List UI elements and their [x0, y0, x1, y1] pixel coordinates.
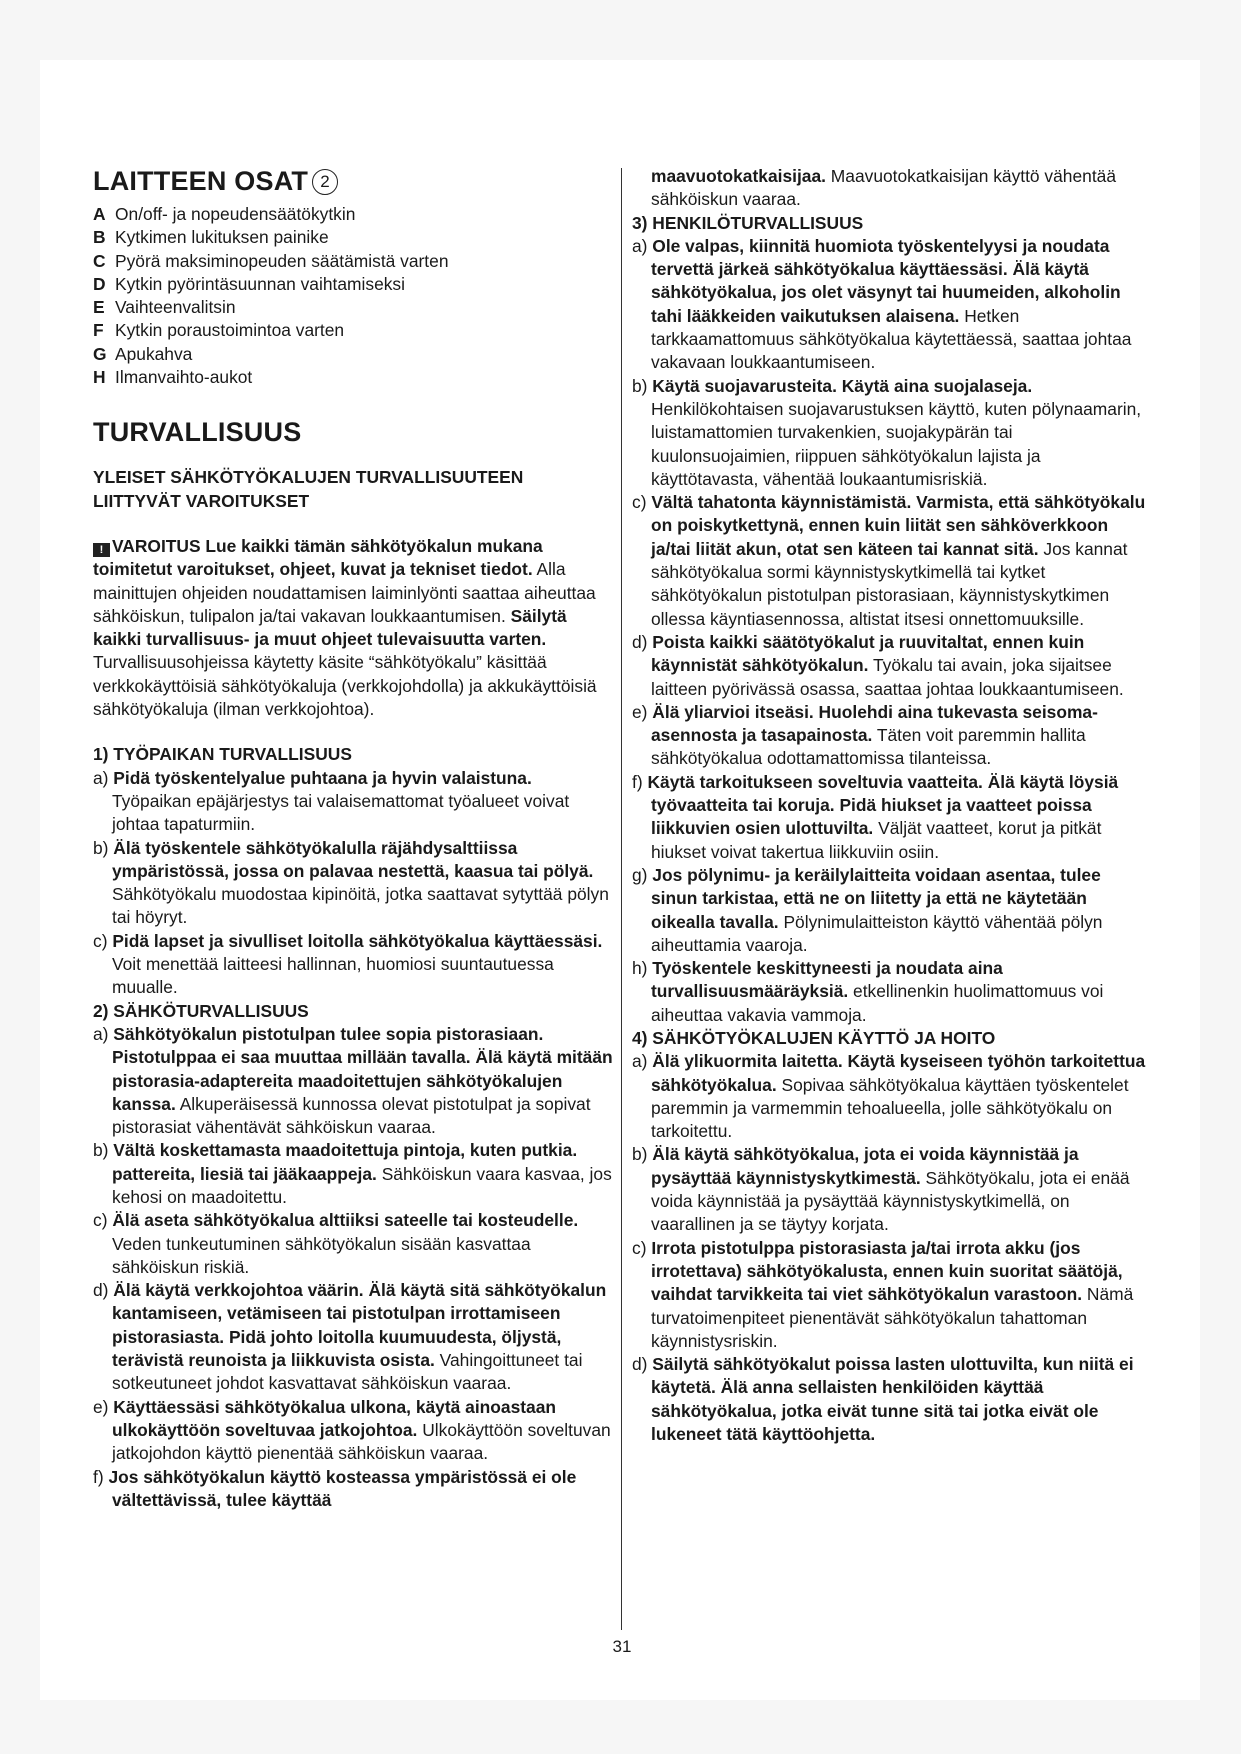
- list-item: b) Vältä koskettamasta maadoitettuja pintoja, kuten putkia. pattereita, liesiä tai jääkaappeja. Sähköiskun vaara kasvaa, jos kehosi on maadoitettu.: [93, 1140, 612, 1207]
- list-item: g) Jos pölynimu- ja keräilylaitteita voidaan asentaa, tulee sinun tarkistaa, että ne on liitetty ja että ne käytetään oikealla tavalla. Pölynimulaitteiston käyttö vähentää pölyn aiheuttamia vaaroja.: [632, 864, 1103, 955]
- list-item: b) Älä työskentele sähkötyökalulla räjähdysalttiissa ympäristössä, jossa on palavaa nestettä, kaasua tai pölyä. Sähkötyökalu muodostaa kipinöitä, jotka saattavat sytyttää pölyn tai höyryt.: [93, 837, 609, 928]
- parts-list: [93, 203, 613, 389]
- section-1-heading: 1) TYÖPAIKAN TURVALLISUUS: [93, 744, 352, 765]
- list-item: a) Ole valpas, kiinnitä huomiota työskentelyysi ja noudata tervettä järkeä sähkötyökalua käyttäessäsi. Älä käytä sähkötyökalua, jos olet väsynyt tai huumeiden, alkoholin tahi lääkkeiden vaikutuksen alaisena. Hetken tarkkaamattomuus sähkötyökalua käytettäessä, saattaa johtaa vakavaan loukkaantumiseen.: [632, 235, 1132, 373]
- safety-heading: TURVALLISUUS: [93, 417, 302, 448]
- warning-paragraph: ! VAROITUS Lue kaikki tämän sähkötyökalun mukana toimitetut varoitukset, ohjeet, kuvat ja tekniset tiedot. Alla mainittujen ohjeiden noudattamisen laiminlyönti saattaa aiheuttaa sähköiskun, tulipalon ja/tai vakavan loukkaantumisen. Säilytä kaikki turvallisuus- ja muut ohjeet tulevaisuutta varten. Turvallisuusohjeissa käytetty käsite “sähkötyökalu” käsittää verkkokäyttöisiä sähkötyökaluja (verkkojohdolla) ja akkukäyttöisiä sähkötyökaluja (ilman verkkojohtoa).: [93, 535, 597, 720]
- part-item: H Ilmanvaihto-aukot: [93, 367, 253, 388]
- part-item: C Pyörä maksiminopeuden säätämistä varten: [93, 250, 449, 271]
- general-warnings-heading: YLEISET SÄHKÖTYÖKALUJEN TURVALLISUUTEEN LIITTYVÄT VAROITUKSET: [93, 467, 524, 511]
- list-item: c) Irrota pistotulppa pistorasiasta ja/tai irrota akku (jos irrotettava) sähkötyökalusta, ennen kuin suoritat säätöjä, vaihdat tarvikkeita tai viet sähkötyökalun varastoon. Nämä turvatoimenpiteet pienentävät sähkötyökalun tahattoman käynnistysriskin.: [632, 1237, 1134, 1351]
- list-item: c) Pidä lapset ja sivulliset loitolla sähkötyökalua käyttäessäsi. Voit menettää laitteesi hallinnan, huomiosi suuntautuessa muualle.: [93, 930, 603, 998]
- list-item: a) Pidä työskentelyalue puhtaana ja hyvin valaistuna. Työpaikan epäjärjestys tai valaisemattomat työalueet voivat johtaa tapaturmiin.: [93, 767, 570, 835]
- part-item: B Kytkimen lukituksen painike: [93, 227, 329, 248]
- list-item: b) Käytä suojavarusteita. Käytä aina suojalaseja. Henkilökohtaisen suojavarustuksen käyttö, kuten pölynaamarin, luistamattomien turvakenkien, suojakypärän tai kuulonsuojaimien, riippuen sähkötyökalun lajista ja käyttötavasta, vähentää loukaantumisriskiä.: [632, 375, 1142, 489]
- part-item: A On/off- ja nopeudensäätökytkin: [93, 204, 356, 224]
- list-item: e) Älä yliarvioi itseäsi. Huolehdi aina tukevasta seisoma-asennosta ja tasapainosta. Täten voit paremmin hallita sähkötyökalua odottamattomissa tilanteissa.: [632, 701, 1098, 769]
- list-item: a) Sähkötyökalun pistotulpan tulee sopia pistorasiaan. Pistotulppaa ei saa muuttaa millään tavalla. Älä käytä mitään pistorasia-adaptereita maadoitettujen sähkötyökalujen kanssa. Alkuperäisessä kunnossa olevat pistotulpat ja sopivat pistorasiat vähentävät sähköiskun vaaraa.: [93, 1023, 613, 1138]
- section-4-heading: 4) SÄHKÖTYÖKALUJEN KÄYTTÖ JA HOITO: [632, 1027, 996, 1048]
- part-item: G Apukahva: [93, 343, 193, 364]
- list-item: f) Jos sähkötyökalun käyttö kosteassa ympäristössä ei ole vältettävissä, tulee käyttää: [93, 1466, 577, 1510]
- list-item: c) Vältä tahatonta käynnistämistä. Varmista, että sähkötyökalu on poiskytkettynä, ennen kuin liität sen sähköverkkoon ja/tai liität akun, otat sen käteen tai kannat sitä. Jos kannat sähkötyökalua sormi käynnistyskytkimellä tai kytket sähkötyökalun pistotulpan pistorasiaan, käynnistyskytkimen ollessa käyntiasennossa, altistat itsesi onnettomuuksille.: [632, 492, 1146, 629]
- part-item: D Kytkin pyörintäsuunnan vaihtamiseksi: [93, 273, 405, 294]
- list-item-continued: maavuotokatkaisijaa. Maavuotokatkaisijan käyttö vähentää sähköiskun vaaraa.: [651, 166, 1116, 210]
- list-item: b) Älä käytä sähkötyökalua, jota ei voida käynnistää ja pysäyttää käynnistyskytkimestä. Sähkötyökalu, jota ei enää voida käynnistää ja pysäyttää käynnistyskytkimellä, on vaarallinen ja se täytyy korjata.: [632, 1144, 1130, 1235]
- list-item: e) Käyttäessäsi sähkötyökalua ulkona, käytä ainoastaan ulkokäyttöön soveltuvaa jatkojohtoa. Ulkokäyttöön soveltuvan jatkojohdon käyttö pienentää sähköiskun vaaraa.: [93, 1396, 611, 1464]
- list-item: a) Älä ylikuormita laitetta. Käytä kyseiseen työhön tarkoitettua sähkötyökalua. Sopivaa sähkötyökalua käyttäen työskentelet paremmin ja varmemmin tehoalueella, jolle sähkötyökalu on tarkoitettu.: [632, 1051, 1146, 1142]
- list-item: c) Älä aseta sähkötyökalua alttiiksi sateelle tai kosteudelle. Veden tunkeutuminen sähkötyökalun sisään kasvattaa sähköiskun riskiä.: [93, 1210, 579, 1277]
- part-item: F Kytkin poraustoimintoa varten: [93, 320, 345, 341]
- list-item: d) Älä käytä verkkojohtoa väärin. Älä käytä sitä sähkötyökalun kantamiseen, vetämiseen tai pistotulpan irrottamiseen pistorasiasta. Pidä johto loitolla kuumuudesta, öljystä, terävistä reunoista ja liikkuvista osista. Vahingoittuneet tai sotkeutuneet johdot kasvattavat sähköiskun vaaraa.: [93, 1280, 607, 1394]
- list-item: d) Säilytä sähkötyökalut poissa lasten ulottuvilta, kun niitä ei käytetä. Älä anna sellaisten henkilöiden käyttää sähkötyökalua, jotka eivät tunne sitä tai jotka eivät ole lukeneet tätä käyttöohjetta.: [632, 1354, 1134, 1445]
- column-divider: [621, 168, 622, 1630]
- left-column: [93, 165, 613, 1512]
- list-item: h) Työskentele keskittyneesti ja noudata aina turvallisuusmääräyksiä. etkellinenkin huolimattomuus voi aiheuttaa vakavia vammoja.: [632, 958, 1104, 1025]
- parts-heading: LAITTEEN OSAT 2: [93, 165, 613, 197]
- list-item: d) Poista kaikki säätötyökalut ja ruuvitaltat, ennen kuin käynnistät sähkötyökalun. Työkalu tai avain, joka sijaitsee laitteen pyörivässä osassa, saattaa johtaa loukkaantumiseen.: [632, 631, 1124, 699]
- section-2-heading: 2) SÄHKÖTURVALLISUUS: [93, 1000, 309, 1021]
- page-number: 31: [612, 1637, 632, 1656]
- warning-triangle-icon: !: [93, 543, 110, 557]
- right-column: [632, 165, 1147, 1446]
- section-3-heading: 3) HENKILÖTURVALLISUUS: [632, 212, 864, 233]
- figure-ref-badge: 2: [312, 169, 338, 195]
- part-item: E Vaihteenvalitsin: [93, 297, 236, 318]
- list-item: f) Käytä tarkoitukseen soveltuvia vaatteita. Älä käytä löysiä työvaatteita tai koruja. Pidä hiukset ja vaatteet poissa liikkuvien osien ulottuvilta. Väljät vaatteet, korut ja pitkät hiukset voivat takertua liikkuviin osiin.: [632, 771, 1119, 862]
